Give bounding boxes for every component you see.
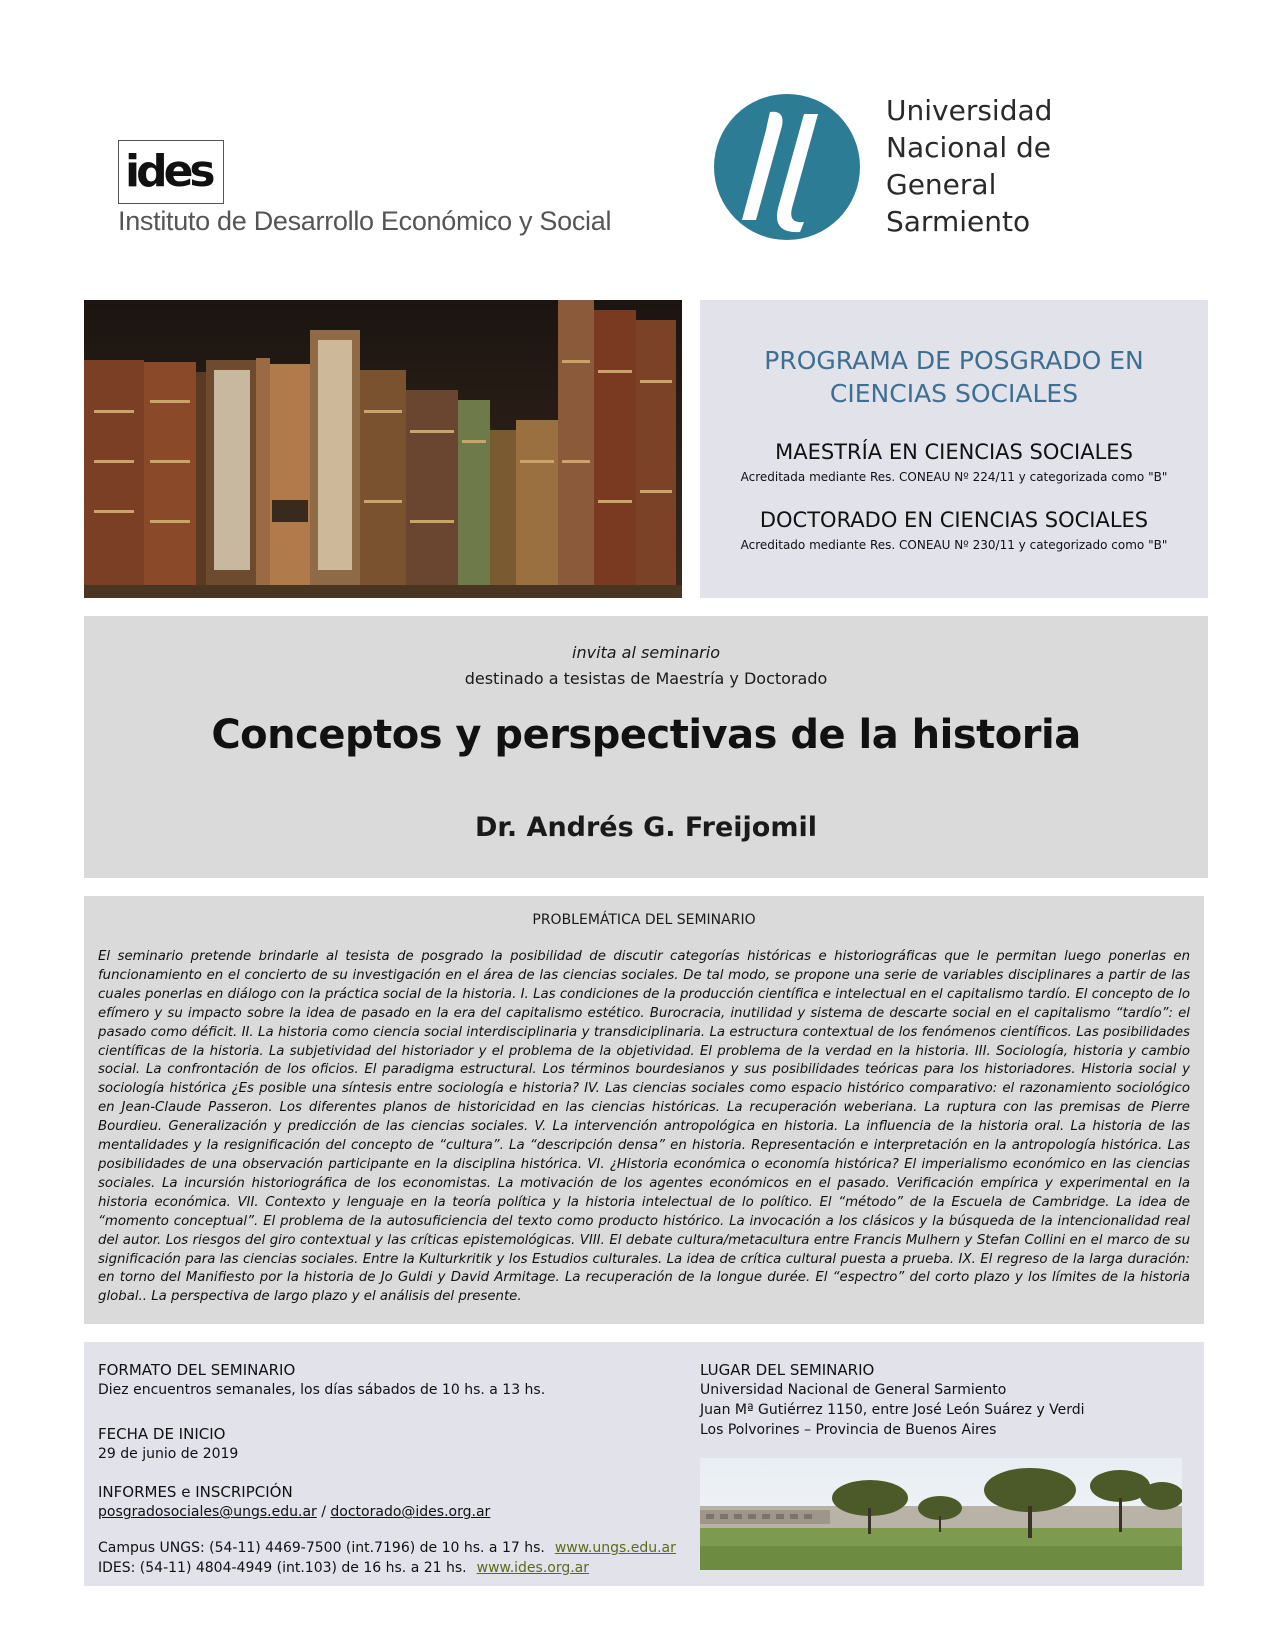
problematica-section: [84, 896, 1204, 1324]
informes-heading: INFORMES e INSCRIPCIÓN: [98, 1483, 293, 1501]
fecha-block: [98, 1424, 238, 1464]
email-doctorado-link[interactable]: doctorado@ides.org.ar: [330, 1504, 491, 1520]
campus-photo: [700, 1458, 1182, 1570]
lugar-block: [700, 1360, 1085, 1440]
email-posgrado-link[interactable]: posgradosociales@ungs.edu.ar: [98, 1504, 317, 1520]
problematica-text: El seminario pretende brindarle al tesista de posgrado la posibilidad de discutir categorías históricas e historiográficas que le permitan luego ponerlas en funcionamiento en el concierto de su investigación en el área de las ciencias sociales. De tal modo, se propone una serie de variables disciplinares a partir de las cuales ponerlas en diálogo con la práctica social de la historia. I. Las condiciones de la producción científica e intelectual en el capitalismo tardío. El concepto de lo efímero y su impacto sobre la idea de pasado en la era del capitalismo estético. Burocracia, inutilidad y sistema de descarte social en el capitalismo “tardío”: el pasado como déficit. II. La historia como ciencia social interdisciplinaria y transdiciplinaria. La estructura contextual de los fenómenos científicos. Las posibilidades científicas de la historia. La subjetividad del historiador y el problema de la objetividad. El problema de la verdad en la historia. III. Sociología, historia y cambio social. La confrontación de los oficios. El paradigma estructural. Los términos bourdesianos y sus posibilidades teóricas para los historiadores. Historia social y sociología histórica ¿Es posible una síntesis entre sociología e historia? IV. Las ciencias sociales como espacio histórico comparativo: el razonamiento sociológico en Jean-Claude Passeron. Los diferentes planos de historicidad en las ciencias históricas. La recuperación weberiana. La ruptura con las premisas de Pierre Bourdieu. Generalización y predicción de las ciencias sociales. V. La intervención antropológica en historia. La influencia de la historia oral. La historia de las mentalidades y la resignificación del concepto de “cultura”. La “descripción densa” en historia. Representación e interpretación en la antropología histórica. Las posibilidades de una observación participante en la disciplina histórica. VI. ¿Historia económica o economía histórica? El imperialismo económico en las ciencias sociales. La incursión historiográfica de los economistas. La motivación de los agentes económicos en el pasado. Verificación empírica y experimental en la historia económica. VII. Contexto y lenguaje en la teoría política y la historia intelectual de lo político. El “método” de la Escuela de Cambridge. La idea de “momento conceptual”. El problema de la autosuficiencia del texto como producto histórico. La invocación a los clásicos y la búsqueda de la intencionalidad real del autor. Los riesgos del giro contextual y las críticas epistemológicas. VIII. El debate cultura/metacultura entre Francis Mulhern y Stefan Collini en el marco de su significación para las ciencias sociales. Entre la Kulturkritik y los Estudios culturales. La idea de crítica cultural puesta a prueba. IX. El regreso de la larga duración: en torno del Manifiesto por la historia de Jo Guldi y David Armitage. La recuperación de la longue durée. El “espectro” del corto plazo y los límites de la historia global.. La perspectiva de largo plazo y el análisis del presente.: [98, 949, 1190, 1305]
doctorado-accreditation: Acreditado mediante Res. CONEAU Nº 230/11 y categorizado como "B": [740, 538, 1168, 552]
ides-logo: [118, 140, 612, 240]
ungs-web-link[interactable]: www.ungs.edu.ar: [554, 1540, 676, 1556]
doctorado-title: DOCTORADO EN CIENCIAS SOCIALES: [759, 508, 1149, 532]
ungs-logo-name: [886, 92, 1052, 240]
invitation-lead: invita al seminario: [572, 643, 720, 662]
lugar-line: Universidad Nacional de General Sarmiento: [700, 1382, 1007, 1398]
ungs-name-line: Nacional de: [886, 131, 1051, 164]
ides-phone: IDES: (54-11) 4804-4949 (int.103) de 16 hs. a 21 hs.: [98, 1560, 467, 1576]
contact-block: [98, 1538, 676, 1578]
program-panel: [700, 300, 1208, 598]
campus-phone: Campus UNGS: (54-11) 4469-7500 (int.7196) de 10 hs. a 17 hs.: [98, 1540, 545, 1556]
formato-text: Diez encuentros semanales, los días sábados de 10 hs. a 13 hs.: [98, 1382, 546, 1398]
ides-logo-text: ides: [125, 146, 212, 197]
email-separator: /: [316, 1504, 331, 1520]
lugar-line: Los Polvorines – Provincia de Buenos Aires: [700, 1422, 997, 1438]
seminar-title: Conceptos y perspectivas de la historia: [211, 712, 1081, 758]
formato-block: [98, 1360, 545, 1400]
ides-web-link[interactable]: www.ides.org.ar: [476, 1560, 590, 1576]
seminar-teacher: Dr. Andrés G. Freijomil: [475, 812, 817, 843]
ungs-logo-mark: [712, 92, 862, 242]
formato-heading: FORMATO DEL SEMINARIO: [98, 1361, 296, 1379]
ides-institute-name: Instituto de Desarrollo Económico y Social: [118, 206, 612, 236]
informes-block: [98, 1482, 490, 1522]
program-title: [700, 344, 1208, 410]
program-title-line: CIENCIAS SOCIALES: [829, 379, 1079, 408]
seminar-invitation: [84, 616, 1208, 878]
problematica-heading: PROBLEMÁTICA DEL SEMINARIO: [532, 912, 756, 928]
maestria-title: MAESTRÍA EN CIENCIAS SOCIALES: [775, 440, 1133, 464]
old-books-photo: [84, 300, 682, 598]
lugar-heading: LUGAR DEL SEMINARIO: [700, 1361, 875, 1379]
ungs-name-line: General: [886, 168, 997, 201]
fecha-heading: FECHA DE INICIO: [98, 1425, 226, 1443]
lugar-line: Juan Mª Gutiérrez 1150, entre José León Suárez y Verdi: [700, 1402, 1085, 1418]
ides-logo-mark: [118, 140, 224, 204]
fecha-text: 29 de junio de 2019: [98, 1446, 239, 1462]
ungs-name-line: Universidad: [886, 94, 1053, 127]
program-title-line: PROGRAMA DE POSGRADO EN: [764, 346, 1144, 375]
invitation-audience: destinado a tesistas de Maestría y Doctorado: [464, 669, 828, 688]
ungs-name-line: Sarmiento: [886, 205, 1031, 238]
maestria-accreditation: Acreditada mediante Res. CONEAU Nº 224/11 y categorizada como "B": [740, 470, 1168, 484]
